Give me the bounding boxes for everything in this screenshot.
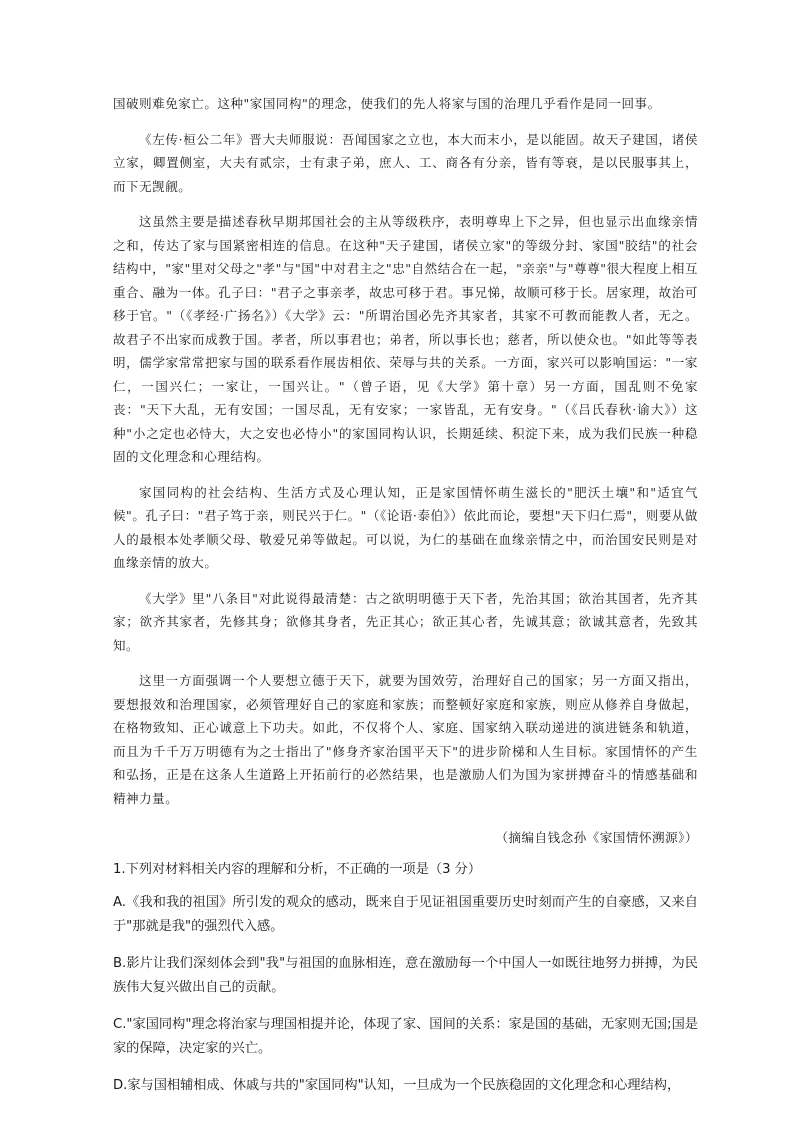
passage-paragraph-4: 家国同构的社会结构、生活方式及心理认知，正是家国情怀萌生滋长的"肥沃土壤"和"适宜气候"。孔子曰："君子笃于亲，则民兴于仁。"（《论语·泰伯》）依此而论，要想"天下归仁焉"，则要从做人的最根本处孝顺父母、敬爱兄弟等做起。可以说，为仁的基础在血缘亲情之中，而治国安民则是对血缘亲情的放大。: [113, 484, 698, 570]
passage-paragraph-3: 这虽然主要是描述春秋早期邦国社会的主从等级秩序，表明尊卑上下之异，但也显示出血缘亲情之和，传达了家与国紧密相连的信息。在这种"天子建国，诸侯立家"的等级分封、家国"胶结"的社会结构中，"家"里对父母之"孝"与"国"中对君主之"忠"自然结合在一起，"亲亲"与"尊尊"很大程度上相互重合、融为一体。孔子曰："君子之事亲孝，故忠可移于君。事兄悌，故顺可移于长。居家理，故治可移于官。"（《孝经·广扬名》）《大学》云："所谓治国必先齐其家者，其家不可教而能教人者，无之。故君子不出家而成教于国。孝者，所以事君也；弟者，所以事长也；慈者，所以使众也。"如此等等表明，儒学家常常把家与国的联系看作展齿相依、荣辱与共的关系。一方面，家兴可以影响国运："一家仁，一国兴仁；一家让，一国兴让。"（曾子语，见《大学》第十章）另一方面，国乱则不免家丧："天下大乱，无有安国；一国尽乱，无有安家；一家皆乱，无有安身。"（《吕氏春秋·谕大》）这种"小之定也必恃大，大之安也必恃小"的家国同构认识，长期延续、积淀下来，成为我们民族一种稳固的文化理念和心理结构。: [113, 214, 698, 464]
passage-paragraph-2: 《左传·桓公二年》晋大夫师服说：吾闻国家之立也，本大而末小，是以能固。故天子建国，诸侯立家，卿置侧室，大夫有贰宗，士有隶子弟，庶人、工、商各有分亲，皆有等衰，是以民服事其上，而下无觊觎。: [113, 131, 698, 194]
question-stem: 1.下列对材料相关内容的理解和分析，不正确的一项是（3 分）: [113, 861, 482, 877]
document-page: [113, 92, 698, 1111]
reading-passage: [113, 92, 698, 850]
option-a: A.《我和我的祖国》所引发的观众的感动，既来自于见证祖国重要历史时刻而产生的自豪感，又来自于"那就是我"的强烈代入感。: [113, 894, 698, 934]
option-d: D.家与国相辅相成、休戚与共的"家国同构"认知，一旦成为一个民族稳固的文化理念和心理结构，: [113, 1077, 681, 1093]
passage-paragraph-6: 这里一方面强调一个人要想立德于天下，就要为国效劳，治理好自己的国家；另一方面又指出，要想报效和治理国家，必须管理好自己的家庭和家族；而整顿好家庭和家族，则应从修养自身做起，在格物致知、正心诚意上下功夫。如此，不仅将个人、家庭、国家纳入联动递进的演进链条和轨道，而且为千千万万明德有为之士指出了"修身齐家治国平天下"的进步阶梯和人生目标。家国情怀的产生和弘扬，正是在这条人生道路上开拓前行的必然结果，也是激励人们为国为家拼搏奋斗的情感基础和精神力量。: [113, 673, 698, 806]
passage-paragraph-5: 《大学》里"八条目"对此说得最清楚：古之欲明明德于天下者，先治其国；欲治其国者，先齐其家；欲齐其家者，先修其身；欲修其身者，先正其心；欲正其心者，先诚其意；欲诚其意者，先致其知。: [113, 590, 698, 653]
option-b: B.影片让我们深刻体会到"我"与祖国的血脉相连，意在激励每一个中国人一如既往地努力拼搏，为民族伟大复兴做出自己的贡献。: [113, 955, 698, 995]
option-c: C."家国同构"理念将治家与理国相提并论，体现了家、国间的关系：家是国的基础，无家则无国;国是家的保障，决定家的兴亡。: [113, 1016, 698, 1056]
question-block: [113, 858, 698, 1098]
passage-paragraph-1: 国破则难免家亡。这种"家国同构"的理念，使我们的先人将家与国的治理几乎看作是同一回事。: [113, 96, 661, 111]
passage-source: （摘编自钱念孙《家国情怀溯源》）: [495, 830, 698, 845]
